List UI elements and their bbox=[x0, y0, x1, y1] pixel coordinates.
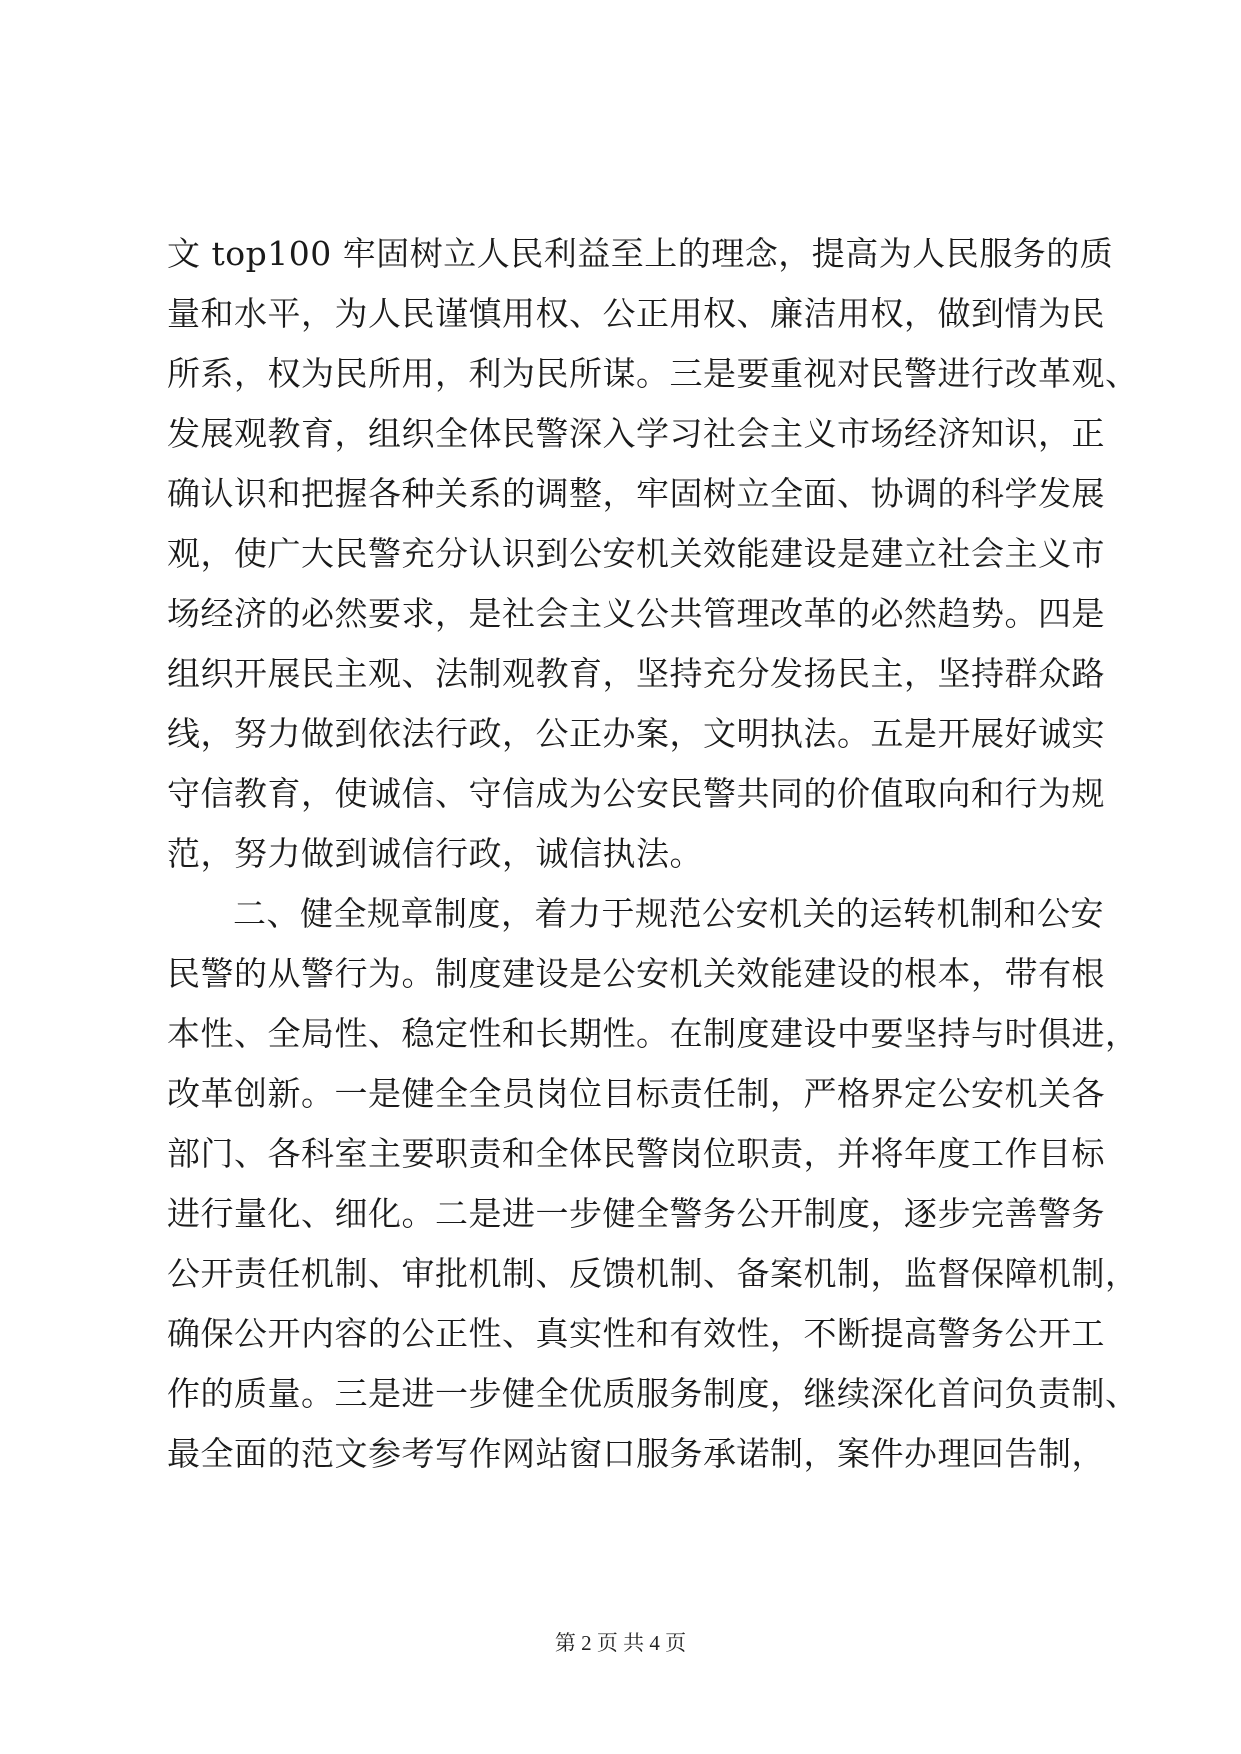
paragraph-start-line: 二、健全规章制度，着力于规范公安机关的运转机制和公安 bbox=[233, 894, 1104, 933]
text-line: 场经济的必然要求，是社会主义公共管理改革的必然趋势。四是 bbox=[167, 594, 1105, 633]
text-line: 量和水平，为人民谨慎用权、公正用权、廉洁用权，做到情为民 bbox=[167, 294, 1105, 333]
text-line: 组织开展民主观、法制观教育，坚持充分发扬民主，坚持群众路 bbox=[167, 654, 1105, 693]
text-line: 线，努力做到依法行政，公正办案，文明执法。五是开展好诚实 bbox=[167, 714, 1105, 753]
text-line: 所系，权为民所用，利为民所谋。三是要重视对民警进行改革观、 bbox=[167, 354, 1139, 393]
text-line: 确保公开内容的公正性、真实性和有效性，不断提高警务公开工 bbox=[167, 1314, 1105, 1353]
text-line: 民警的从警行为。制度建设是公安机关效能建设的根本，带有根 bbox=[167, 954, 1105, 993]
text-line: 范，努力做到诚信行政，诚信执法。 bbox=[167, 834, 703, 873]
text-line: 公开责任机制、审批机制、反馈机制、备案机制，监督保障机制， bbox=[167, 1254, 1139, 1293]
text-line: 文 top100 牢固树立人民利益至上的理念，提高为人民服务的质 bbox=[167, 234, 1114, 273]
text-line: 作的质量。三是进一步健全优质服务制度，继续深化首问负责制、 bbox=[167, 1374, 1139, 1413]
text-line: 最全面的范文参考写作网站窗口服务承诺制，案件办理回告制， bbox=[167, 1434, 1105, 1473]
text-line: 进行量化、细化。二是进一步健全警务公开制度，逐步完善警务 bbox=[167, 1194, 1105, 1233]
text-line: 部门、各科室主要职责和全体民警岗位职责，并将年度工作目标 bbox=[167, 1134, 1105, 1173]
text-line: 守信教育，使诚信、守信成为公安民警共同的价值取向和行为规 bbox=[167, 774, 1105, 813]
text-line: 确认识和把握各种关系的调整，牢固树立全面、协调的科学发展 bbox=[167, 474, 1105, 513]
text-line: 观，使广大民警充分认识到公安机关效能建设是建立社会主义市 bbox=[167, 534, 1105, 573]
page-number-footer: 第 2 页 共 4 页 bbox=[554, 1631, 687, 1655]
text-line: 发展观教育，组织全体民警深入学习社会主义市场经济知识，正 bbox=[167, 414, 1105, 453]
body-text bbox=[167, 224, 1139, 1484]
text-line: 改革创新。一是健全全员岗位目标责任制，严格界定公安机关各 bbox=[167, 1074, 1105, 1113]
text-line: 本性、全局性、稳定性和长期性。在制度建设中要坚持与时俱进， bbox=[167, 1014, 1139, 1053]
